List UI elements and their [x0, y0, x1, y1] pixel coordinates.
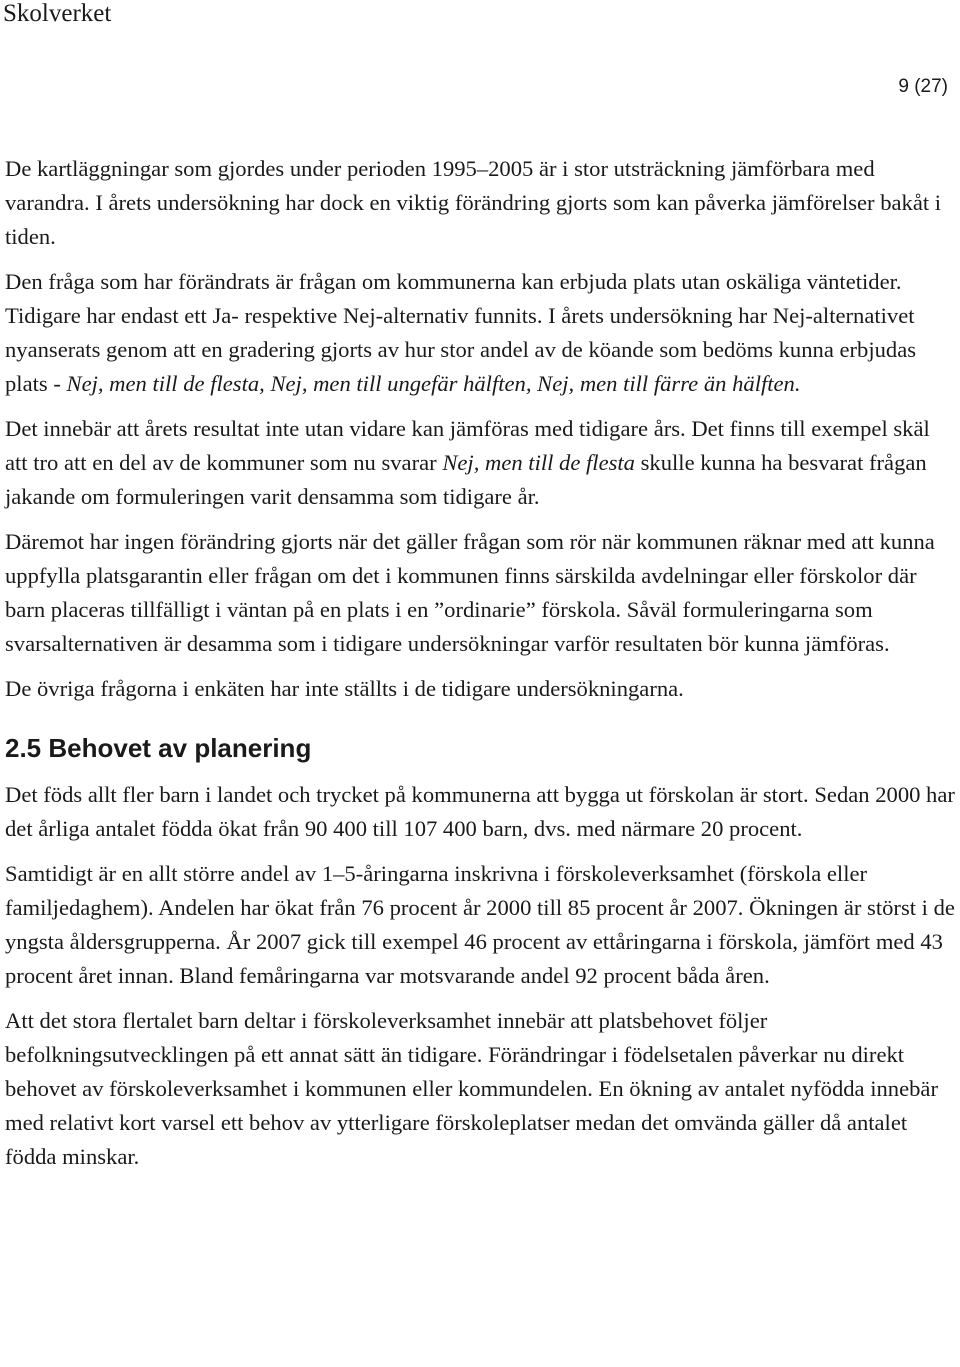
paragraph-text: Den fråga som har förändrats är frågan om kommunerna kan erbjuda plats utan oskäliga väntetider. Tidigare har endast ett Ja- respektive Nej-alternativ funnits. I årets undersökning har Nej-alternativet nyanserats genom att en gradering gjorts av hur stor andel av de köande som bedöms kunna erbjudas plats - [5, 269, 917, 396]
italic-text: Nej, men till de flesta [442, 450, 635, 475]
paragraph-text: Det föds allt fler barn i landet och trycket på kommunerna att bygga ut förskolan är stort. Sedan 2000 har det årliga antalet födda ökat från 90 400 till 107 400 barn, dvs. med närmare 20 procent. [5, 782, 955, 841]
document-header: Skolverket [3, 0, 112, 27]
paragraph [5, 672, 955, 706]
paragraph-text: Samtidigt är en allt större andel av 1–5-åringarna inskrivna i förskoleverksamhet (förskola eller familjedaghem). Andelen har ökat från 76 procent år 2000 till 85 procent år 2007. Ökningen är störst i de yngsta åldersgrupperna. År 2007 gick till exempel 46 procent av ettåringarna i förskola, jämfört med 43 procent året innan. Bland femåringarna var motsvarande andel 92 procent båda åren. [5, 861, 955, 988]
paragraph [5, 857, 955, 993]
paragraph-text: Att det stora flertalet barn deltar i förskoleverksamhet innebär att platsbehovet följer befolkningsutvecklingen på ett annat sätt än tidigare. Förändringar i födelsetalen påverkar nu direkt behovet av förskoleverksamhet i kommunen eller kommundelen. En ökning av antalet nyfödda innebär med relativt kort varsel ett behov av ytterligare förskoleplatser medan det omvända gäller då antalet födda minskar. [5, 1008, 938, 1169]
paragraph [5, 412, 955, 514]
paragraph [5, 1004, 955, 1174]
paragraph [5, 152, 955, 254]
document-body [5, 152, 955, 1185]
paragraph [5, 525, 955, 661]
page-number: 9 (27) [898, 76, 948, 97]
paragraph-text: Däremot har ingen förändring gjorts när det gäller frågan som rör när kommunen räknar med att kunna uppfylla platsgarantin eller frågan om det i kommunen finns särskilda avdelningar eller förskolor där barn placeras tillfälligt i väntan på en plats i en ”ordinarie” förskola. Såväl formuleringarna som svarsalternativen är desamma som i tidigare undersökningar varför resultaten bör kunna jämföras. [5, 529, 935, 656]
paragraph [5, 778, 955, 846]
paragraph [5, 265, 955, 401]
italic-text: Nej, men till de flesta, Nej, men till ungefär hälften, Nej, men till färre än hälften. [66, 371, 801, 396]
paragraph-text: De kartläggningar som gjordes under perioden 1995–2005 är i stor utsträckning jämförbara med varandra. I årets undersökning har dock en viktig förändring gjorts som kan påverka jämförelser bakåt i tiden. [5, 156, 942, 249]
paragraph-text: De övriga frågorna i enkäten har inte ställts i de tidigare undersökningarna. [5, 676, 684, 701]
paragraph-text: Det innebär att årets resultat inte utan vidare kan jämföras med tidigare års. Det finns till exempel skäl att tro att en del av de kommuner som nu svarar [5, 416, 930, 475]
section-heading: 2.5 Behovet av planering [5, 733, 312, 763]
paragraph-text: skulle kunna ha besvarat frågan jakande om formuleringen varit densamma som tidigare år. [5, 450, 927, 509]
